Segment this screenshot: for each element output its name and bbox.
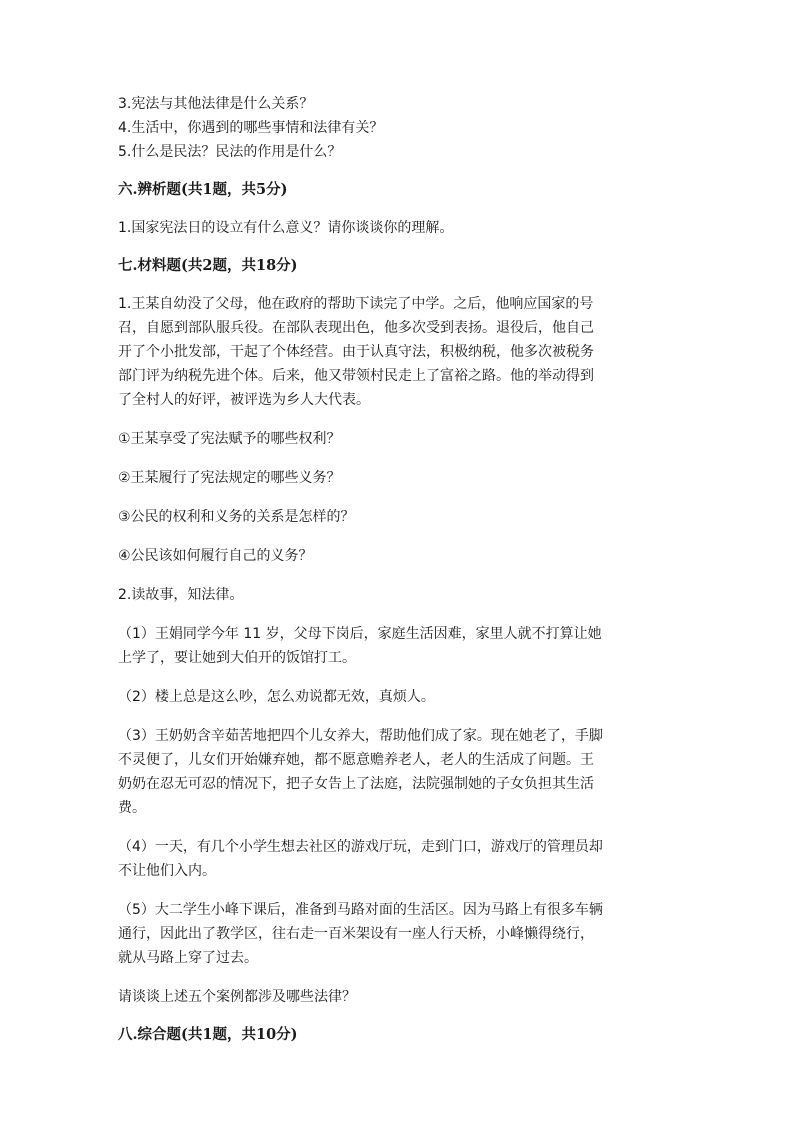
case-1	[118, 622, 678, 670]
material-line: 了全村人的好评，被评选为乡人大代表。	[118, 392, 370, 408]
case-line: 费。	[118, 800, 146, 816]
material-question-2-title: 2.读故事，知法律。	[118, 587, 244, 603]
sub-question-3: ③公民的权利和义务的关系是怎样的？	[118, 509, 355, 525]
sub-question-1: ①王某享受了宪法赋予的哪些权利？	[118, 431, 341, 447]
top-questions	[118, 92, 678, 164]
case-line: 通行，因此出了教学区，往右走一百米架设有一座人行天桥，小峰懒得绕行，	[118, 926, 594, 942]
section8-heading: 八.综合题(共1题，共10分)	[118, 1026, 298, 1043]
case-2	[118, 685, 678, 709]
section6-question: 1.国家宪法日的设立有什么意义？请你谈谈你的理解。	[118, 220, 454, 236]
material-line: 1.王某自幼没了父母，他在政府的帮助下读完了中学。之后，他响应国家的号	[118, 296, 594, 312]
document-page	[118, 92, 678, 1047]
material-question-2-prompt: 请谈谈上述五个案例都涉及哪些法律？	[118, 989, 356, 1005]
case-5	[118, 898, 678, 970]
material-question-1	[118, 292, 678, 412]
case-3	[118, 724, 678, 820]
case-line: （5）大二学生小峰下课后，准备到马路对面的生活区。因为马路上有很多车辆	[118, 902, 603, 918]
case-line: 就从马路上穿了过去。	[118, 950, 258, 966]
case-line: 上学了，要让她到大伯开的饭馆打工。	[118, 650, 356, 666]
question-5: 5.什么是民法？民法的作用是什么？	[118, 144, 342, 160]
case-line: 不让他们入内。	[118, 863, 216, 879]
material-line: 开了个小批发部，干起了个体经营。由于认真守法，积极纳税，他多次被税务	[118, 344, 594, 360]
question-4: 4.生活中，你遇到的哪些事情和法律有关？	[118, 120, 384, 136]
question-3: 3.宪法与其他法律是什么关系？	[118, 96, 314, 112]
case-line: （1）王娟同学今年 11 岁，父母下岗后，家庭生活因难，家里人就不打算让她	[118, 626, 602, 642]
case-line: （4）一天，有几个小学生想去社区的游戏厅玩，走到门口，游戏厅的管理员却	[118, 839, 603, 855]
case-4	[118, 835, 678, 883]
case-line: 不灵便了，儿女们开始嫌弃她，都不愿意赡养老人，老人的生活成了问题。王	[118, 752, 594, 768]
sub-question-2: ②王某履行了宪法规定的哪些义务？	[118, 470, 341, 486]
section6-heading: 六.辨析题(共1题，共5分)	[118, 181, 288, 198]
case-line: （2）楼上总是这么吵，怎么劝说都无效，真烦人。	[118, 689, 435, 705]
case-line: （3）王奶奶含辛茹苦地把四个儿女养大，帮助他们成了家。现在她老了，手脚	[118, 728, 603, 744]
sub-question-4: ④公民该如何履行自己的义务？	[118, 548, 313, 564]
section7-heading: 七.材料题(共2题，共18分)	[118, 257, 298, 274]
material-line: 召，自愿到部队服兵役。在部队表现出色，他多次受到表扬。退役后，他自己	[118, 320, 594, 336]
case-line: 奶奶在忍无可忍的情况下，把子女告上了法庭，法院强制她的子女负担其生活	[118, 776, 594, 792]
material-line: 部门评为纳税先进个体。后来，他又带领村民走上了富裕之路。他的举动得到	[118, 368, 594, 384]
